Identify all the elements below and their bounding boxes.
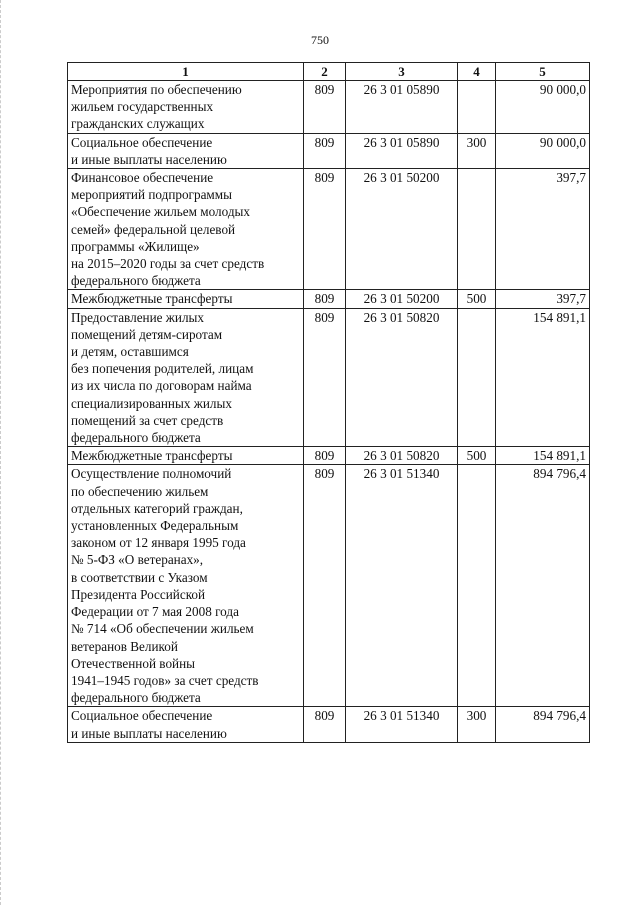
- row-target-code: 26 3 01 51340: [346, 707, 458, 742]
- row-amount: 154 891,1: [496, 447, 590, 465]
- column-header-4: 4: [458, 63, 496, 81]
- table-header-row: [68, 63, 590, 81]
- row-name: Межбюджетные трансферты: [68, 290, 304, 308]
- row-ministry-code: 809: [304, 447, 346, 465]
- row-ministry-code: 809: [304, 290, 346, 308]
- table-row: [68, 447, 590, 465]
- row-expense-type: [458, 81, 496, 134]
- table-row: [68, 465, 590, 707]
- row-ministry-code: 809: [304, 308, 346, 447]
- row-ministry-code: 809: [304, 465, 346, 707]
- row-target-code: 26 3 01 50200: [346, 169, 458, 290]
- column-header-5: 5: [496, 63, 590, 81]
- row-amount: 894 796,4: [496, 707, 590, 742]
- row-ministry-code: 809: [304, 707, 346, 742]
- table-row: [68, 169, 590, 290]
- row-amount: 397,7: [496, 169, 590, 290]
- row-name: Социальное обеспечение и иные выплаты населению: [68, 133, 304, 168]
- row-name: Межбюджетные трансферты: [68, 447, 304, 465]
- row-target-code: 26 3 01 05890: [346, 133, 458, 168]
- row-expense-type: 500: [458, 447, 496, 465]
- row-expense-type: 300: [458, 707, 496, 742]
- row-name: Социальное обеспечение и иные выплаты населению: [68, 707, 304, 742]
- row-target-code: 26 3 01 50820: [346, 447, 458, 465]
- table-row: [68, 81, 590, 134]
- table-row: [68, 290, 590, 308]
- row-amount: 397,7: [496, 290, 590, 308]
- row-expense-type: [458, 308, 496, 447]
- budget-table: [67, 62, 590, 743]
- row-amount: 90 000,0: [496, 133, 590, 168]
- row-target-code: 26 3 01 51340: [346, 465, 458, 707]
- row-name: Мероприятия по обеспечению жильем государственных гражданских служащих: [68, 81, 304, 134]
- row-target-code: 26 3 01 50820: [346, 308, 458, 447]
- row-expense-type: 500: [458, 290, 496, 308]
- row-ministry-code: 809: [304, 169, 346, 290]
- table-row: [68, 308, 590, 447]
- page-number: 750: [311, 33, 329, 47]
- column-header-2: 2: [304, 63, 346, 81]
- row-name: Предоставление жилых помещений детям-сиротам и детям, оставшимся без попечения родителей, лицам из их числа по договорам найма специализированных жилых помещений за счет средств федерального бюджета: [68, 308, 304, 447]
- column-header-3: 3: [346, 63, 458, 81]
- row-amount: 90 000,0: [496, 81, 590, 134]
- row-ministry-code: 809: [304, 81, 346, 134]
- row-expense-type: [458, 465, 496, 707]
- row-target-code: 26 3 01 50200: [346, 290, 458, 308]
- column-header-1: 1: [68, 63, 304, 81]
- row-target-code: 26 3 01 05890: [346, 81, 458, 134]
- page-edge-mark: [0, 0, 4, 905]
- row-amount: 154 891,1: [496, 308, 590, 447]
- table-row: [68, 707, 590, 742]
- table-row: [68, 133, 590, 168]
- row-expense-type: 300: [458, 133, 496, 168]
- row-name: Финансовое обеспечение мероприятий подпрограммы «Обеспечение жильем молодых семей» федеральной целевой программы «Жилище» на 2015–2020 годы за счет средств федерального бюджета: [68, 169, 304, 290]
- row-ministry-code: 809: [304, 133, 346, 168]
- row-expense-type: [458, 169, 496, 290]
- row-amount: 894 796,4: [496, 465, 590, 707]
- row-name: Осуществление полномочий по обеспечению жильем отдельных категорий граждан, установленных Федеральным законом от 12 января 1995 года № 5-ФЗ «О ветеранах», в соответствии с Указом Президента Российской Федерации от 7 мая 2008 года № 714 «Об обеспечении жильем ветеранов Великой Отечественной войны 1941–1945 годов» за счет средств федерального бюджета: [68, 465, 304, 707]
